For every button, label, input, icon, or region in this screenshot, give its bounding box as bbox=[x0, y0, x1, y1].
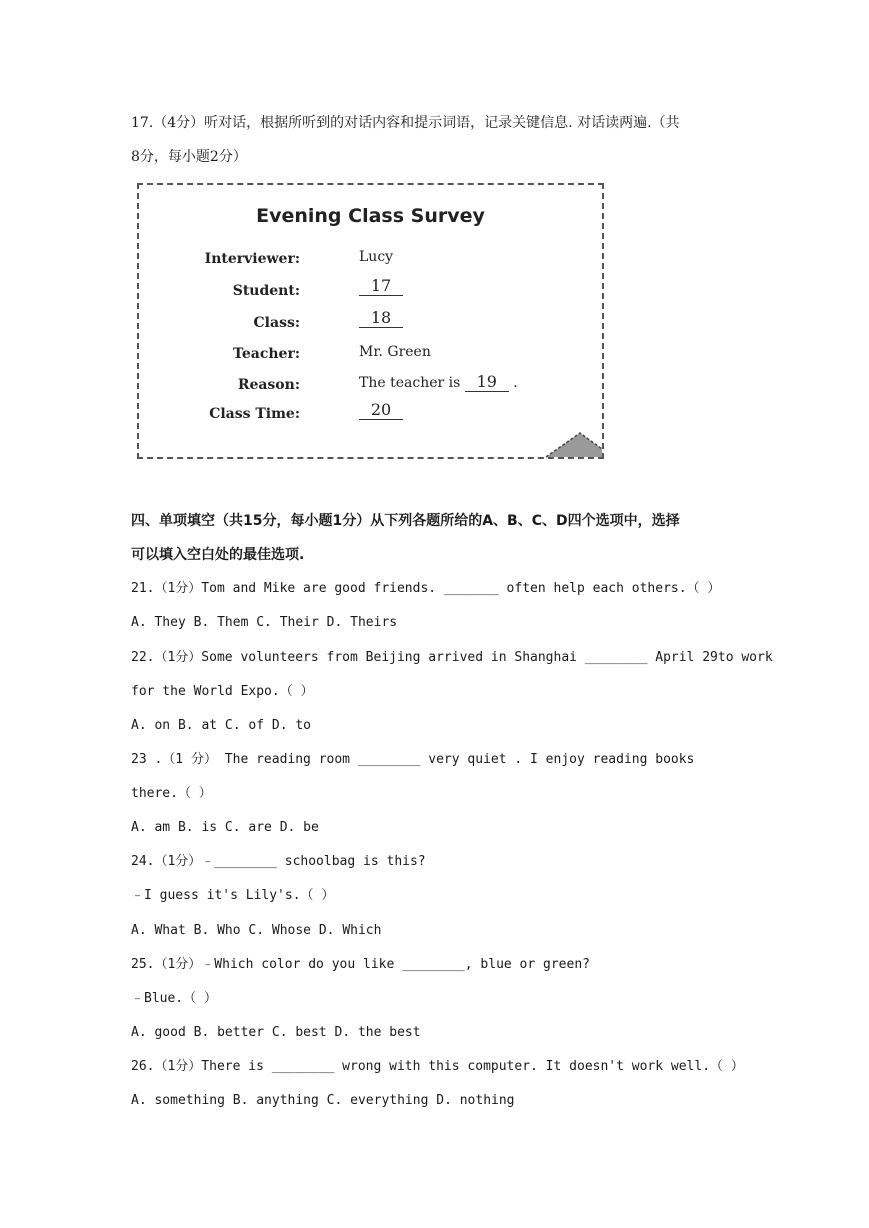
section4-heading-line1: 四、单项填空（共15分，每小题1分）从下列各题所给的A、B、C、D四个选项中，选择 bbox=[131, 513, 680, 529]
survey-label-interviewer: Interviewer: bbox=[204, 251, 300, 267]
survey-title: Evening Class Survey bbox=[256, 205, 485, 227]
q17-instruction-line1: 17.（4分）听对话，根据所听到的对话内容和提示词语，记录关键信息. 对话读两遍.（共 bbox=[131, 115, 680, 131]
survey-value-student bbox=[359, 277, 403, 296]
section4-heading-line2: 可以填入空白处的最佳选项. bbox=[131, 547, 305, 563]
question-23: 23 .（1 分） The reading room ________ very quiet . I enjoy reading books bbox=[131, 752, 695, 767]
evening-class-survey-card bbox=[137, 183, 604, 459]
question-26: 26.（1分）There is ________ wrong with this computer. It doesn't work well.（ ） bbox=[131, 1059, 744, 1074]
survey-value-class-time bbox=[359, 401, 403, 420]
question-21-options: A. They B. Them C. Their D. Theirs bbox=[131, 615, 398, 630]
question-25-cont: ﹣Blue.（ ） bbox=[131, 991, 217, 1006]
question-25-options: A. good B. better C. best D. the best bbox=[131, 1025, 421, 1040]
question-22-cont: for the World Expo.（ ） bbox=[131, 684, 314, 699]
blank-19: 19 bbox=[465, 373, 509, 392]
survey-label-student: Student: bbox=[232, 283, 300, 299]
question-24: 24.（1分）﹣________ schoolbag is this? bbox=[131, 854, 426, 869]
q17-instruction-line2: 8分，每小题2分） bbox=[131, 149, 247, 165]
survey-label-teacher: Teacher: bbox=[233, 346, 300, 362]
reason-prefix: The teacher is bbox=[359, 375, 461, 391]
survey-value-teacher: Mr. Green bbox=[359, 344, 431, 360]
question-21: 21.（1分）Tom and Mike are good friends. _______ often help each others.（ ） bbox=[131, 581, 721, 596]
question-26-options: A. something B. anything C. everything D. nothing bbox=[131, 1093, 515, 1108]
page-curl-corner bbox=[544, 429, 604, 459]
survey-value-interviewer: Lucy bbox=[359, 249, 394, 265]
blank-18: 18 bbox=[359, 309, 403, 328]
survey-label-class: Class: bbox=[253, 315, 300, 331]
blank-17: 17 bbox=[359, 277, 403, 296]
question-24-options: A. What B. Who C. Whose D. Which bbox=[131, 923, 382, 938]
question-22-options: A. on B. at C. of D. to bbox=[131, 718, 312, 733]
question-23-cont: there.（ ） bbox=[131, 786, 212, 801]
survey-value-class bbox=[359, 309, 403, 328]
question-24-cont: ﹣I guess it's Lily's.（ ） bbox=[131, 888, 335, 903]
blank-20: 20 bbox=[359, 401, 403, 420]
question-22: 22.（1分）Some volunteers from Beijing arrived in Shanghai ________ April 29to work bbox=[131, 650, 773, 665]
survey-value-reason bbox=[359, 373, 518, 392]
survey-label-class-time: Class Time: bbox=[209, 406, 300, 422]
survey-label-reason: Reason: bbox=[237, 377, 300, 393]
reason-suffix: . bbox=[513, 375, 518, 391]
question-25: 25.（1分）﹣Which color do you like ________, blue or green? bbox=[131, 957, 590, 972]
question-23-options: A. am B. is C. are D. be bbox=[131, 820, 319, 835]
